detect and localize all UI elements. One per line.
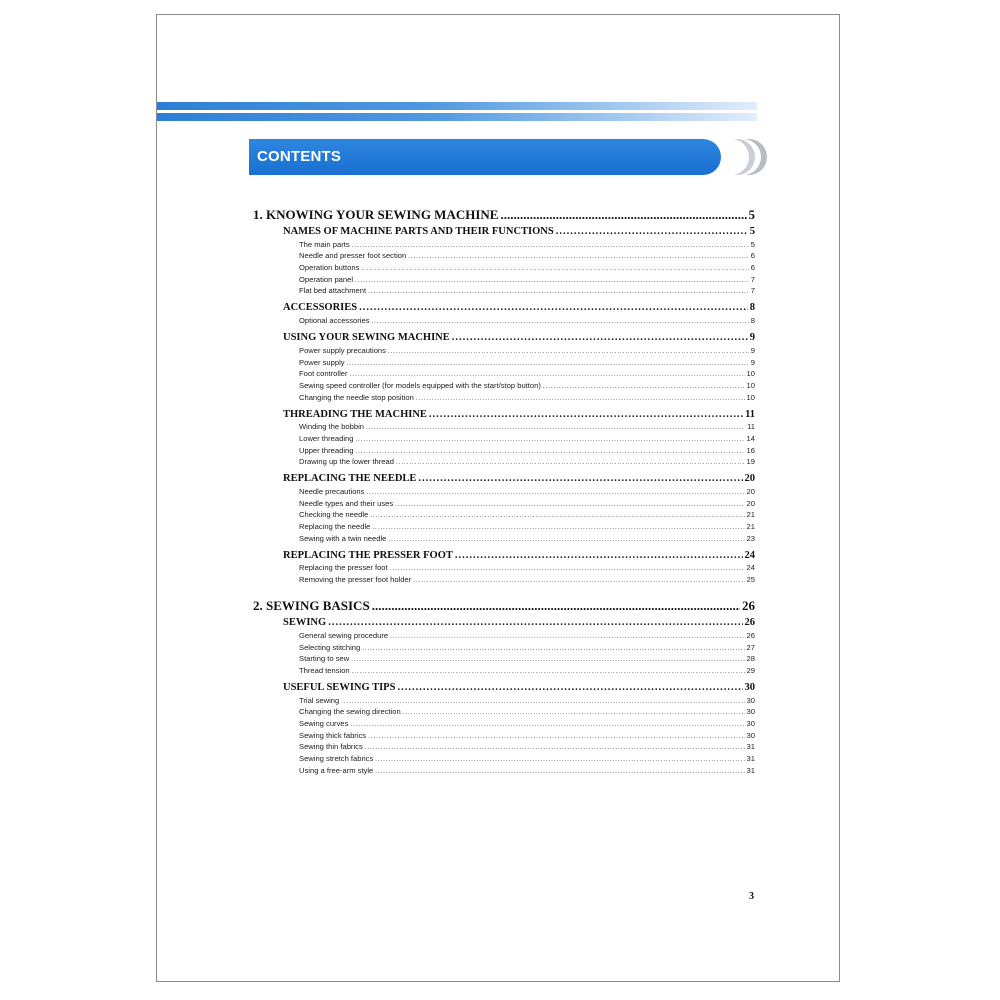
toc-entry-title: Thread tension [299,665,350,675]
toc-entry-title: ACCESSORIES [283,302,358,314]
toc-page-number: 20 [744,473,755,485]
toc-leader-dots [395,499,744,508]
toc-entry-title: Operation buttons [299,263,360,273]
toc-entry-title: Needle and presser foot section [299,251,407,261]
toc-entry-title: Trial sewing [299,695,340,705]
toc-leader-dots [368,286,749,295]
toc-page-number: 9 [750,357,755,367]
toc-leader-dots [375,766,744,775]
toc-leader-dots [388,534,744,543]
toc-subsection-row[interactable] [253,223,755,237]
toc-leader-dots [366,487,744,496]
page-number: 3 [749,891,754,902]
toc-item-row[interactable] [253,751,755,763]
toc-leader-dots [341,696,744,705]
toc-page-number: 31 [746,765,755,775]
toc-entry-title: 2. SEWING BASICS [253,598,370,614]
toc-leader-dots [368,731,744,740]
toc-item-row[interactable] [253,693,755,705]
manual-page [156,14,840,982]
toc-page-number: 20 [746,487,755,496]
toc-item-row[interactable] [253,519,755,531]
toc-page-number: 20 [746,498,755,508]
toc-leader-dots [372,316,749,325]
toc-item-row[interactable] [253,705,755,717]
toc-leader-dots [403,707,745,716]
contents-title: CONTENTS [257,148,342,165]
toc-page-number: 31 [746,742,755,752]
toc-leader-dots [556,226,748,237]
toc-entry-title: Sewing with a twin needle [299,533,387,543]
toc-item-row[interactable] [253,663,755,675]
toc-leader-dots [408,251,749,260]
toc-item-row[interactable] [253,572,755,584]
toc-item-row[interactable] [253,508,755,520]
toc-page-number: 21 [746,510,755,520]
toc-item-row[interactable] [253,390,755,402]
toc-subsection-row[interactable] [253,299,755,313]
toc-item-row[interactable] [253,740,755,752]
toc-entry-title: REPLACING THE PRESSER FOOT [283,549,453,561]
toc-leader-dots [397,682,742,693]
toc-entry-title: Needle types and their uses [299,498,394,508]
toc-item-row[interactable] [253,484,755,496]
toc-entry-title: Replacing the needle [299,522,371,532]
toc-leader-dots [370,510,744,519]
toc-leader-dots [390,631,744,640]
toc-entry-title: REPLACING THE NEEDLE [283,473,417,485]
toc-entry-title: Power supply [299,357,345,367]
toc-entry-title: Removing the presser foot holder [299,575,412,585]
toc-item-row[interactable] [253,763,755,775]
toc-page-number: 24 [746,563,755,573]
toc-item-row[interactable] [253,378,755,390]
toc-item-row[interactable] [253,443,755,455]
toc-item-row[interactable] [253,652,755,664]
toc-page-number: 8 [750,316,755,326]
toc-entry-title: Sewing thick fabrics [299,730,367,740]
toc-entry-title: Upper threading [299,445,354,455]
toc-page-number: 30 [746,707,755,717]
toc-page-number: 5 [749,226,755,237]
toc-entry-title: Changing the needle stop position [299,392,414,402]
toc-entry-title: Power supply precautions [299,345,386,355]
toc-item-row[interactable] [253,260,755,272]
toc-page-number: 7 [750,274,755,284]
toc-leader-dots [416,393,745,402]
toc-page-number: 23 [746,533,755,543]
toc-subsection-row[interactable] [253,679,755,693]
toc-leader-dots [429,409,743,420]
toc-item-row[interactable] [253,716,755,728]
toc-leader-dots [390,563,745,572]
toc-leader-dots [347,358,749,367]
toc-leader-dots [500,207,746,223]
toc-page-number: 5 [748,207,755,222]
toc-item-row[interactable] [253,420,755,432]
toc-item-row[interactable] [253,343,755,355]
toc-item-row[interactable] [253,237,755,249]
toc-item-row[interactable] [253,561,755,573]
toc-item-row[interactable] [253,455,755,467]
toc-subsection-row[interactable] [253,329,755,343]
toc-leader-dots [351,654,744,663]
toc-leader-dots [328,617,742,628]
toc-page-number: 24 [744,549,755,561]
toc-page-number: 26 [746,630,755,640]
toc-page-number: 10 [746,380,755,390]
toc-entry-title: Winding the bobbin [299,422,365,432]
toc-page-number: 26 [742,598,755,614]
toc-section-row[interactable] [253,594,755,614]
toc-leader-dots [350,719,744,728]
toc-page-number: 31 [746,754,755,763]
toc-leader-dots [362,643,744,652]
toc-leader-dots [355,275,749,284]
toc-entry-title: SEWING [283,617,327,629]
toc-page-number: 30 [744,681,755,693]
toc-leader-dots [352,240,749,249]
toc-entry-title: Flat bed attachment [299,286,367,296]
toc-leader-dots [366,422,745,431]
toc-subsection-row[interactable] [253,470,755,484]
toc-item-row[interactable] [253,431,755,443]
toc-page-number: 10 [746,369,755,379]
toc-page-number: 29 [746,665,755,675]
toc-page-number: 11 [745,408,755,420]
toc-entry-title: General sewing procedure [299,630,389,640]
toc-leader-dots [365,742,745,751]
toc-entry-title: USING YOUR SEWING MACHINE [283,332,450,344]
toc-entry-title: Checking the needle [299,510,369,520]
toc-page-number: 21 [746,522,755,532]
toc-leader-dots [372,598,740,614]
toc-page-number: 27 [746,642,755,652]
toc-item-row[interactable] [253,284,755,296]
toc-page-number: 7 [750,286,755,296]
toc-section-row[interactable] [253,203,755,223]
toc-leader-dots [355,434,744,443]
toc-page-number: 8 [749,302,755,314]
toc-page-number: 16 [746,445,755,455]
toc-item-row[interactable] [253,628,755,640]
toc-page-number: 14 [746,433,755,443]
toc-page-number: 30 [746,730,755,740]
toc-page-number: 9 [750,345,755,355]
toc-entry-title: USEFUL SEWING TIPS [283,681,396,693]
toc-leader-dots [388,346,749,355]
toc-item-row[interactable] [253,531,755,543]
table-of-contents [253,203,755,775]
toc-leader-dots [396,457,745,466]
header-stripe-top [157,102,757,110]
toc-item-row[interactable] [253,640,755,652]
toc-page-number: 5 [750,239,755,249]
toc-item-row[interactable] [253,355,755,367]
toc-entry-title: Starting to sew [299,654,350,664]
toc-page-number: 19 [746,457,755,467]
toc-page-number: 9 [749,332,755,344]
toc-page-number: 30 [746,718,755,728]
toc-leader-dots [543,381,745,390]
toc-item-row[interactable] [253,367,755,379]
toc-item-row[interactable] [253,313,755,325]
toc-page-number: 6 [750,251,755,261]
toc-subsection-row[interactable] [253,614,755,628]
toc-entry-title: Sewing thin fabrics [299,742,363,752]
toc-item-row[interactable] [253,496,755,508]
toc-entry-title: Optional accessories [299,316,370,326]
contents-banner [249,139,721,175]
toc-entry-title: NAMES OF MACHINE PARTS AND THEIR FUNCTIONS [283,226,554,237]
toc-leader-dots [355,446,744,455]
toc-item-row[interactable] [253,272,755,284]
toc-leader-dots [350,369,745,378]
toc-entry-title: Using a free-arm style [299,765,374,775]
toc-page-number: 10 [746,392,755,402]
toc-page-number: 25 [746,575,755,585]
toc-leader-dots [413,575,744,584]
toc-page-number: 26 [744,617,755,629]
toc-entry-title: Sewing stretch fabrics [299,754,374,763]
toc-leader-dots [375,754,744,763]
toc-page-number: 11 [747,422,755,432]
toc-entry-title: Needle precautions [299,487,365,496]
toc-leader-dots [418,473,742,484]
toc-entry-title: Selecting stitching [299,642,361,652]
toc-page-number: 6 [750,263,755,273]
toc-leader-dots [361,263,748,272]
toc-item-row[interactable] [253,249,755,261]
toc-entry-title: The main parts [299,239,350,249]
toc-entry-title: 1. KNOWING YOUR SEWING MACHINE [253,207,499,222]
toc-page-number: 28 [746,654,755,664]
toc-entry-title: Replacing the presser foot [299,563,388,573]
toc-subsection-row[interactable] [253,406,755,420]
toc-leader-dots [352,666,745,675]
toc-leader-dots [455,550,743,561]
toc-entry-title: Foot controller [299,369,348,379]
toc-leader-dots [452,332,748,343]
toc-page-number: 30 [746,695,755,705]
toc-subsection-row[interactable] [253,547,755,561]
toc-entry-title: Drawing up the lower thread [299,457,394,467]
toc-leader-dots [372,522,744,531]
toc-item-row[interactable] [253,728,755,740]
toc-entry-title: Lower threading [299,433,354,443]
toc-entry-title: Changing the sewing direction [299,707,401,717]
header-stripe-bottom [157,113,757,121]
toc-entry-title: Sewing speed controller (for models equipped with the start/stop button) [299,380,541,390]
toc-leader-dots [359,302,748,313]
toc-entry-title: Sewing curves [299,718,349,728]
toc-entry-title: THREADING THE MACHINE [283,408,427,420]
toc-entry-title: Operation panel [299,274,354,284]
